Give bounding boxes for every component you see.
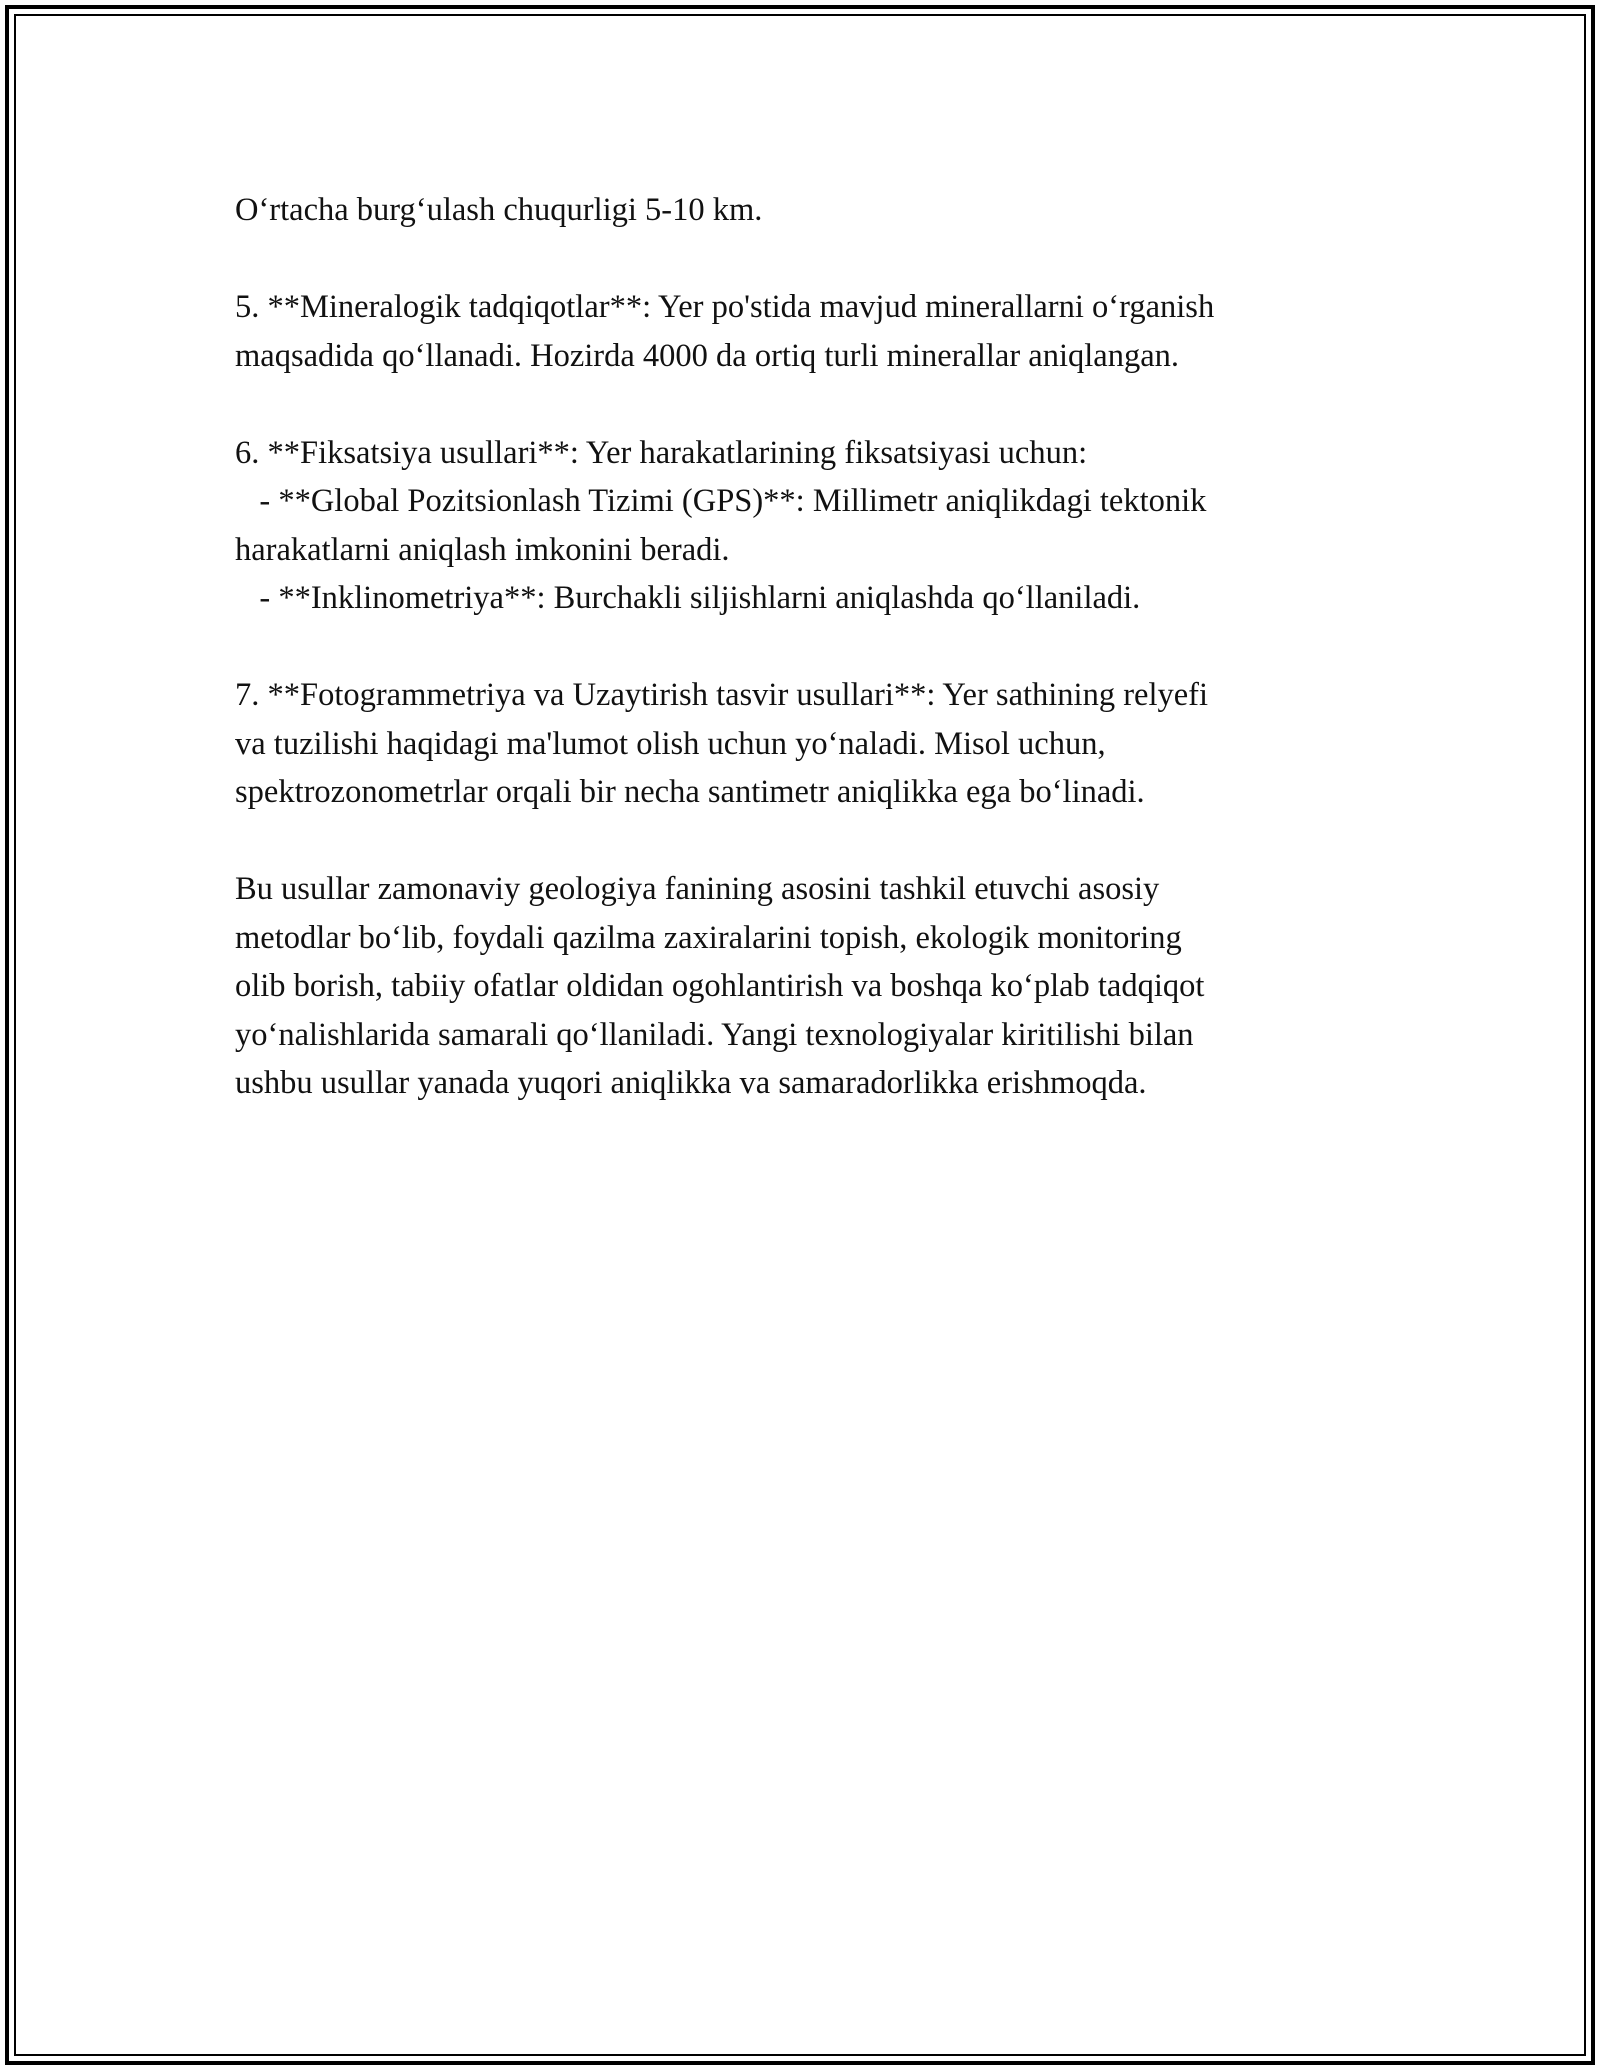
- text-line: olib borish, tabiiy ofatlar oldidan ogohlantirish va boshqa ko‘plab tadqiqot: [235, 968, 1205, 1004]
- paragraph-mineralogical-research: [235, 283, 1365, 380]
- paragraph-drilling-depth: [235, 186, 1365, 235]
- text-line: Bu usullar zamonaviy geologiya fanining asosini tashkil etuvchi asosiy: [235, 871, 1160, 907]
- text-line: O‘rtacha burg‘ulash chuqurligi 5-10 km.: [235, 192, 763, 228]
- paragraph-fixation-methods: [235, 429, 1365, 623]
- text-line: va tuzilishi haqidagi ma'lumot olish uchun yo‘naladi. Misol uchun,: [235, 725, 1106, 762]
- text-line: 5. **Mineralogik tadqiqotlar**: Yer po'stida mavjud minerallarni o‘rganish: [235, 289, 1215, 325]
- text-line: 7. **Fotogrammetriya va Uzaytirish tasvir usullari**: Yer sathining relyefi: [235, 677, 1209, 713]
- text-line: metodlar bo‘lib, foydali qazilma zaxiralarini topish, ekologik monitoring: [235, 919, 1182, 956]
- document-body: [235, 186, 1365, 1156]
- paragraph-conclusion: [235, 865, 1365, 1108]
- list-item-gps: - **Global Pozitsionlash Tizimi (GPS)**: Millimetr aniqlikdagi tektonik: [235, 483, 1207, 519]
- paragraph-photogrammetry: [235, 671, 1365, 817]
- text-line: harakatlarni aniqlash imkonini beradi.: [235, 531, 730, 568]
- text-line: spektrozonometrlar orqali bir necha santimetr aniqlikka ega bo‘linadi.: [235, 774, 1145, 810]
- text-line: maqsadida qo‘llanadi. Hozirda 4000 da ortiq turli minerallar aniqlangan.: [235, 337, 1180, 374]
- text-line: yo‘nalishlarida samarali qo‘llaniladi. Yangi texnologiyalar kiritilishi bilan: [235, 1016, 1194, 1053]
- list-item-inclinometry: - **Inklinometriya**: Burchakli siljishlarni aniqlashda qo‘llaniladi.: [235, 580, 1141, 616]
- text-line: 6. **Fiksatsiya usullari**: Yer harakatlarining fiksatsiyasi uchun:: [235, 434, 1088, 471]
- text-line: ushbu usullar yanada yuqori aniqlikka va samaradorlikka erishmoqda.: [235, 1065, 1147, 1101]
